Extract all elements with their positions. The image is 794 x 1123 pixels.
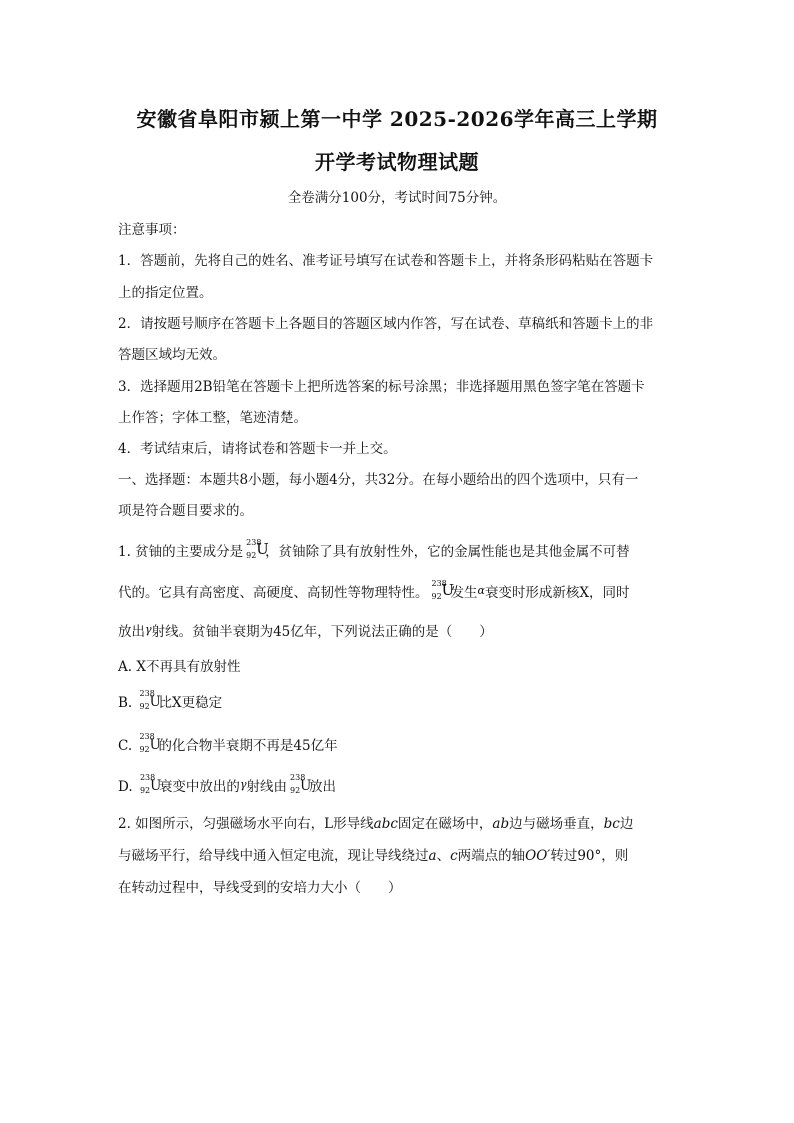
note-3-line2: 上作答；字体工整，笔迹清楚。 <box>118 410 307 426</box>
gamma-symbol: γ <box>145 623 152 636</box>
isotope-symbol: U <box>149 737 161 753</box>
q1-line2 <box>118 581 630 601</box>
option-text: 的化合物半衰期不再是45亿年 <box>158 738 338 754</box>
q2-text: 与磁场平行，给导线中通入恒定电流，现让导线绕过 <box>118 848 429 864</box>
q1-option-a: A. X不再具有放射性 <box>118 659 241 675</box>
q1-text: 射线。贫铀半衰期为45亿年，下列说法正确的是（ ） <box>151 624 493 640</box>
option-text: 衰变中放出的 <box>158 779 240 795</box>
q1-option-d <box>118 775 336 795</box>
exam-title-line1: 安徽省阜阳市颍上第一中学 2025-2026学年高三上学期 <box>136 107 658 131</box>
note-2-line2: 答题区域均无效。 <box>118 347 226 363</box>
isotope-symbol: U <box>256 540 269 558</box>
isotope-u238 <box>138 773 162 795</box>
q1-line1 <box>118 540 630 560</box>
isotope-atomic: 92 <box>139 745 150 754</box>
isotope-symbol: U <box>441 581 455 599</box>
q1-text: 1. 贫铀的主要成分是 <box>118 544 244 560</box>
isotope-mass: 238 <box>139 689 155 698</box>
option-label: C. <box>118 738 137 754</box>
exam-subtitle: 全卷满分100分，考试时间75分钟。 <box>287 190 507 206</box>
isotope-symbol: U <box>149 694 161 710</box>
q1-text: ，贫铀除了具有放射性外，它的金属性能也是其他金属不可替 <box>265 544 630 560</box>
q1-text: 衰变时形成新核X，同时 <box>484 585 630 601</box>
section1-instruction-line1: 一、选择题：本题共8小题，每小题4分，共32分。在每小题给出的四个选项中，只有一 <box>118 472 639 488</box>
isotope-atomic: 92 <box>139 702 150 711</box>
isotope-u238 <box>288 773 312 795</box>
q2-text: 2. 如图所示，匀强磁场水平向右，L形导线 <box>118 816 374 832</box>
isotope-u238 <box>430 579 455 601</box>
alpha-symbol: α <box>477 584 485 597</box>
q1-line3 <box>118 620 493 640</box>
q1-option-c <box>118 734 338 754</box>
q2-line2 <box>118 844 628 864</box>
q2-text: 两端点的轴 <box>457 848 526 864</box>
option-label: D. <box>118 779 137 795</box>
option-text: 射线由 <box>246 779 288 795</box>
q2-line1 <box>118 812 633 832</box>
q1-text: 放出 <box>118 624 145 640</box>
q1-text: 发生 <box>450 585 478 601</box>
isotope-symbol: U <box>149 778 162 794</box>
note-3-line1: 3．选择题用2B铅笔在答题卡上把所选答案的标号涂黑；非选择题用黑色签字笔在答题卡 <box>118 379 645 395</box>
q2-axis: OO′ <box>525 848 551 864</box>
isotope-mass: 238 <box>246 538 262 547</box>
isotope-atomic: 92 <box>246 551 257 560</box>
q1-text: 代的。它具有高密度、高硬度、高韧性等物理特性。 <box>118 585 429 601</box>
option-label: B. <box>118 695 137 711</box>
q2-var-c: c <box>450 848 458 864</box>
q2-text: 边与磁场垂直， <box>509 816 604 832</box>
q1-option-b <box>118 691 222 711</box>
q2-text: 、 <box>436 848 451 864</box>
q2-text: 固定在磁场中， <box>397 816 493 832</box>
isotope-mass: 238 <box>139 773 156 782</box>
q2-text: 转过90°，则 <box>550 848 629 864</box>
isotope-mass: 238 <box>290 773 306 782</box>
q2-line3: 在转动过程中，导线受到的安培力大小（ ） <box>118 880 402 896</box>
note-1-line2: 上的指定位置。 <box>118 285 213 301</box>
isotope-symbol: U <box>300 778 312 794</box>
option-text: 放出 <box>309 779 337 795</box>
note-4: 4．考试结束后，请将试卷和答题卡一并上交。 <box>118 441 397 457</box>
gamma-symbol: γ <box>239 778 247 791</box>
isotope-u238 <box>244 538 269 560</box>
note-2-line1: 2．请按题号顺序在答题卡上各题目的答题区域内作答，写在试卷、草稿纸和答题卡上的非 <box>118 316 654 332</box>
note-1-line1: 1．答题前，先将自己的姓名、准考证号填写在试卷和答题卡上，并将条形码粘贴在答题卡 <box>118 253 654 269</box>
q2-var-abc: abc <box>373 816 398 832</box>
isotope-mass: 238 <box>139 732 155 741</box>
q2-text: 边 <box>619 816 634 832</box>
q2-var-bc: bc <box>603 816 620 832</box>
exam-title-line2: 开学考试物理试题 <box>315 150 479 174</box>
isotope-u238 <box>138 689 161 711</box>
q2-var-ab: ab <box>492 816 510 832</box>
isotope-atomic: 92 <box>139 786 151 795</box>
q2-var-a: a <box>428 848 437 864</box>
isotope-atomic: 92 <box>290 786 301 795</box>
option-text: 比X更稳定 <box>158 695 223 711</box>
notes-heading: 注意事项： <box>118 222 186 238</box>
section1-instruction-line2: 项是符合题目要求的。 <box>118 503 253 519</box>
isotope-u238 <box>137 732 161 754</box>
isotope-mass: 238 <box>431 579 447 588</box>
isotope-atomic: 92 <box>431 592 442 601</box>
